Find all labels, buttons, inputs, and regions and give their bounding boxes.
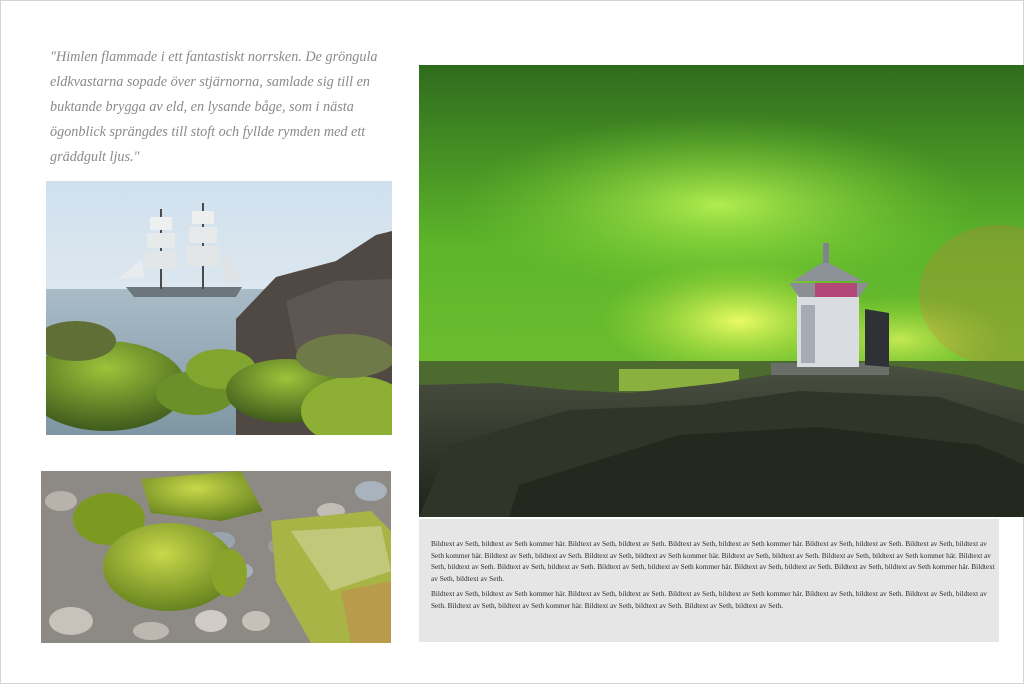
sailing-ship-photo xyxy=(46,181,392,435)
caption-paragraph: Bildtext av Seth, bildtext av Seth kommer här. Bildtext av Seth, bildtext av Seth. Bildtext av Seth, bildtext av Seth kommer här. Bildtext av Seth, bildtext av Seth. Bildtext av Seth, bildtext av Seth kommer här. Bildtext av Seth, bildtext av Seth. Bildtext av Seth, bildtext av Seth kommer här. Bildtext av Seth, bildtext av Seth. Bildtext av Seth, bildtext av Seth kommer här. Bildtext av Seth, bildtext av Seth. Bildtext av Seth, bildtext av Seth. Bildtext av Seth, bildtext av Seth kommer här. Bildtext av Seth, bildtext av Seth. Bildtext av Seth, bildtext av Seth kommer här. Bildtext av Seth, bildtext av Seth. xyxy=(431,539,995,583)
pull-quote: "Himlen flammade i ett fantastiskt norrsken. De gröngula eldkvastarna sopade över stjärnorna, samlade sig till en buktande brygga av eld, en lysande båge, som i nästa ögonblick sprängdes till stoft och fyllde rymden med ett gräddgult ljus." xyxy=(50,49,378,165)
caption-box xyxy=(419,519,999,642)
caption-paragraph: Bildtext av Seth, bildtext av Seth kommer här. Bildtext av Seth, bildtext av Seth. Bildtext av Seth, bildtext av Seth kommer här. Bildtext av Seth, bildtext av Seth. Bildtext av Seth, bildtext av Seth. Bildtext av Seth, bildtext av Seth kommer här. Bildtext av Seth, bildtext av Seth. Bildtext av Seth, bildtext av Seth. xyxy=(431,589,987,610)
aurora-lighthouse-photo xyxy=(419,65,1024,517)
mossy-stones-photo xyxy=(41,471,391,643)
